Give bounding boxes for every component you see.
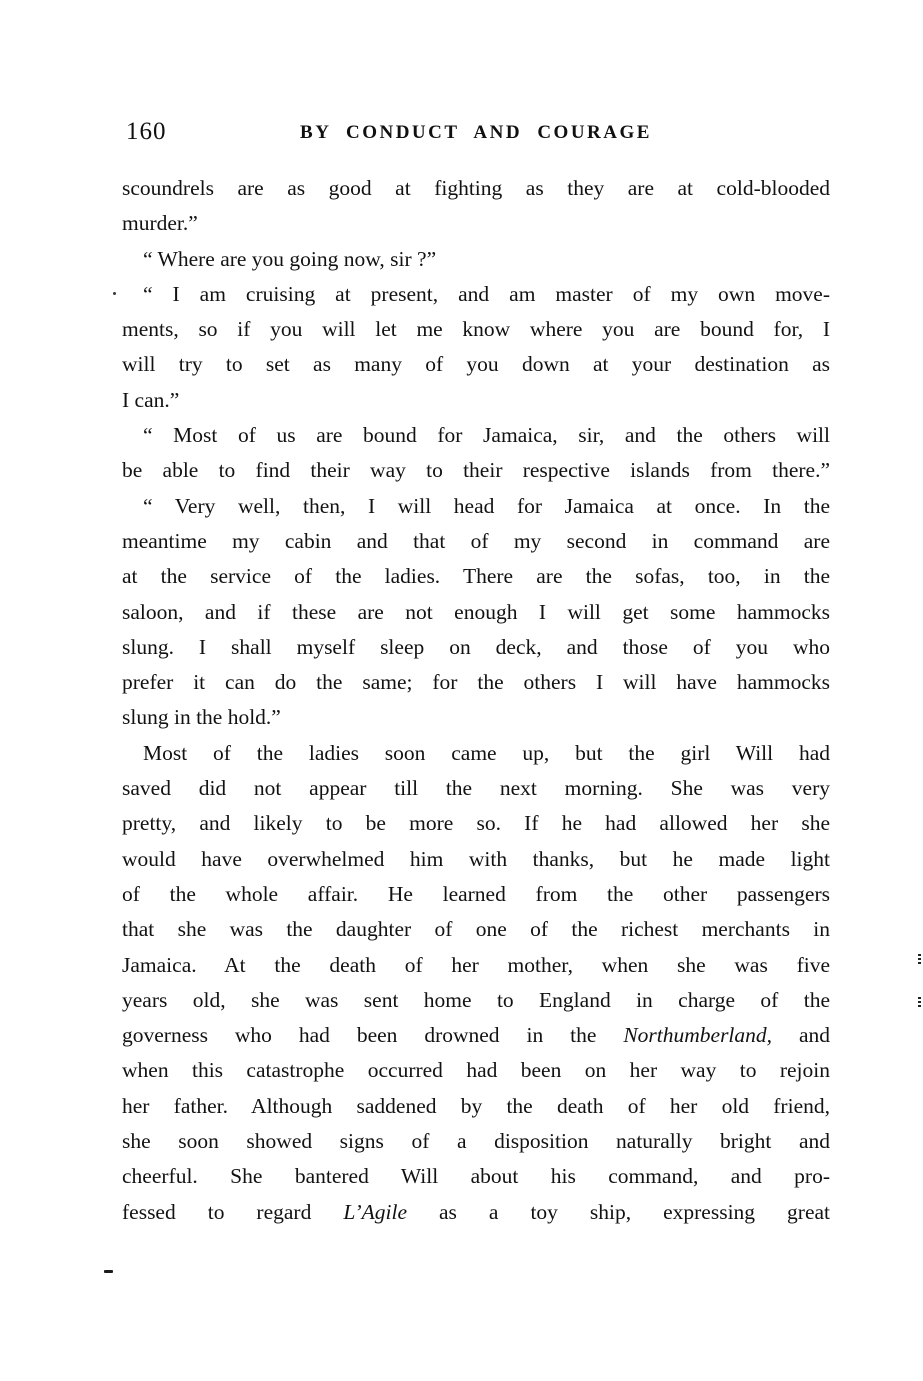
text-segment: that she was the daughter of one of the richest merchants in xyxy=(122,917,830,942)
text-line xyxy=(122,700,830,735)
scan-speck-artifact xyxy=(113,292,116,295)
scan-speck-artifact xyxy=(918,997,921,1009)
text-segment: will try to set as many of you down at your destination as xyxy=(122,352,830,377)
text-segment: as a toy ship, expressing great xyxy=(407,1199,831,1224)
text-segment: would have overwhelmed him with thanks, but he made light xyxy=(122,846,830,871)
text-segment: she soon showed signs of a disposition naturally bright and xyxy=(122,1129,830,1154)
text-segment: I can.” xyxy=(122,387,180,412)
text-line xyxy=(122,524,830,559)
text-line xyxy=(122,1089,830,1124)
text-segment: “ Very well, then, I will head for Jamaica at once. In the xyxy=(143,493,830,518)
text-line xyxy=(122,1124,830,1159)
text-line xyxy=(122,1159,830,1194)
text-segment: her father. Although saddened by the death of her old friend, xyxy=(122,1093,830,1118)
text-segment: be able to find their way to their respective islands from there.” xyxy=(122,458,830,483)
scan-dash-artifact xyxy=(104,1270,113,1273)
text-line xyxy=(122,206,830,241)
text-segment: when this catastrophe occurred had been on her way to rejoin xyxy=(122,1058,830,1083)
text-segment: cheerful. She bantered Will about his command, and pro- xyxy=(122,1164,830,1189)
text-line xyxy=(122,489,830,524)
text-line xyxy=(122,736,830,771)
text-line xyxy=(122,983,830,1018)
page-text xyxy=(122,171,830,1230)
text-line xyxy=(122,1018,830,1053)
text-line xyxy=(122,771,830,806)
text-line xyxy=(122,242,830,277)
scan-speck-artifact xyxy=(918,954,921,966)
text-segment: prefer it can do the same; for the others I will have hammocks xyxy=(122,670,830,695)
text-segment: saved did not appear till the next morning. She was very xyxy=(122,776,830,801)
text-segment: ments, so if you will let me know where you are bound for, I xyxy=(122,317,830,342)
text-line xyxy=(122,665,830,700)
text-line xyxy=(122,877,830,912)
text-line xyxy=(122,418,830,453)
text-segment: Most of the ladies soon came up, but the girl Will had xyxy=(143,740,830,765)
text-line xyxy=(122,453,830,488)
text-line xyxy=(122,383,830,418)
text-line xyxy=(122,171,830,206)
text-segment: slung. I shall myself sleep on deck, and those of you who xyxy=(122,634,830,659)
italic-text-segment: L’Agile xyxy=(343,1199,408,1224)
text-segment: pretty, and likely to be more so. If he had allowed her she xyxy=(122,811,830,836)
text-line xyxy=(122,806,830,841)
text-segment: fessed to regard xyxy=(122,1199,344,1224)
text-line xyxy=(122,559,830,594)
text-line xyxy=(122,630,830,665)
text-segment: slung in the hold.” xyxy=(122,705,281,730)
text-segment: “ Most of us are bound for Jamaica, sir, and the others will xyxy=(143,423,830,448)
page-header xyxy=(122,118,830,152)
text-segment: years old, she was sent home to England in charge of the xyxy=(122,987,830,1012)
text-segment: murder.” xyxy=(122,211,198,236)
text-segment: of the whole affair. He learned from the other passengers xyxy=(122,881,830,906)
text-segment: meantime my cabin and that of my second in command are xyxy=(122,528,830,553)
text-segment: saloon, and if these are not enough I will get some hammocks xyxy=(122,599,830,624)
italic-text-segment: Northumberland, xyxy=(623,1023,773,1048)
text-line xyxy=(122,948,830,983)
text-segment: governess who had been drowned in the xyxy=(122,1023,624,1048)
text-line xyxy=(122,912,830,947)
running-title: BY CONDUCT AND COURAGE xyxy=(300,122,652,143)
text-line xyxy=(122,277,830,312)
text-line xyxy=(122,1053,830,1088)
text-segment: at the service of the ladies. There are the sofas, too, in the xyxy=(122,564,830,589)
text-segment: and xyxy=(772,1023,830,1048)
text-segment: “ I am cruising at present, and am master of my own move- xyxy=(143,281,830,306)
text-line xyxy=(122,347,830,382)
text-segment: “ Where are you going now, sir ?” xyxy=(143,246,437,271)
text-line xyxy=(122,1195,830,1230)
text-line xyxy=(122,595,830,630)
page-number: 160 xyxy=(126,118,167,145)
text-line xyxy=(122,312,830,347)
text-segment: Jamaica. At the death of her mother, when she was five xyxy=(122,952,830,977)
text-segment: scoundrels are as good at fighting as they are at cold-blooded xyxy=(122,176,830,200)
text-line xyxy=(122,842,830,877)
